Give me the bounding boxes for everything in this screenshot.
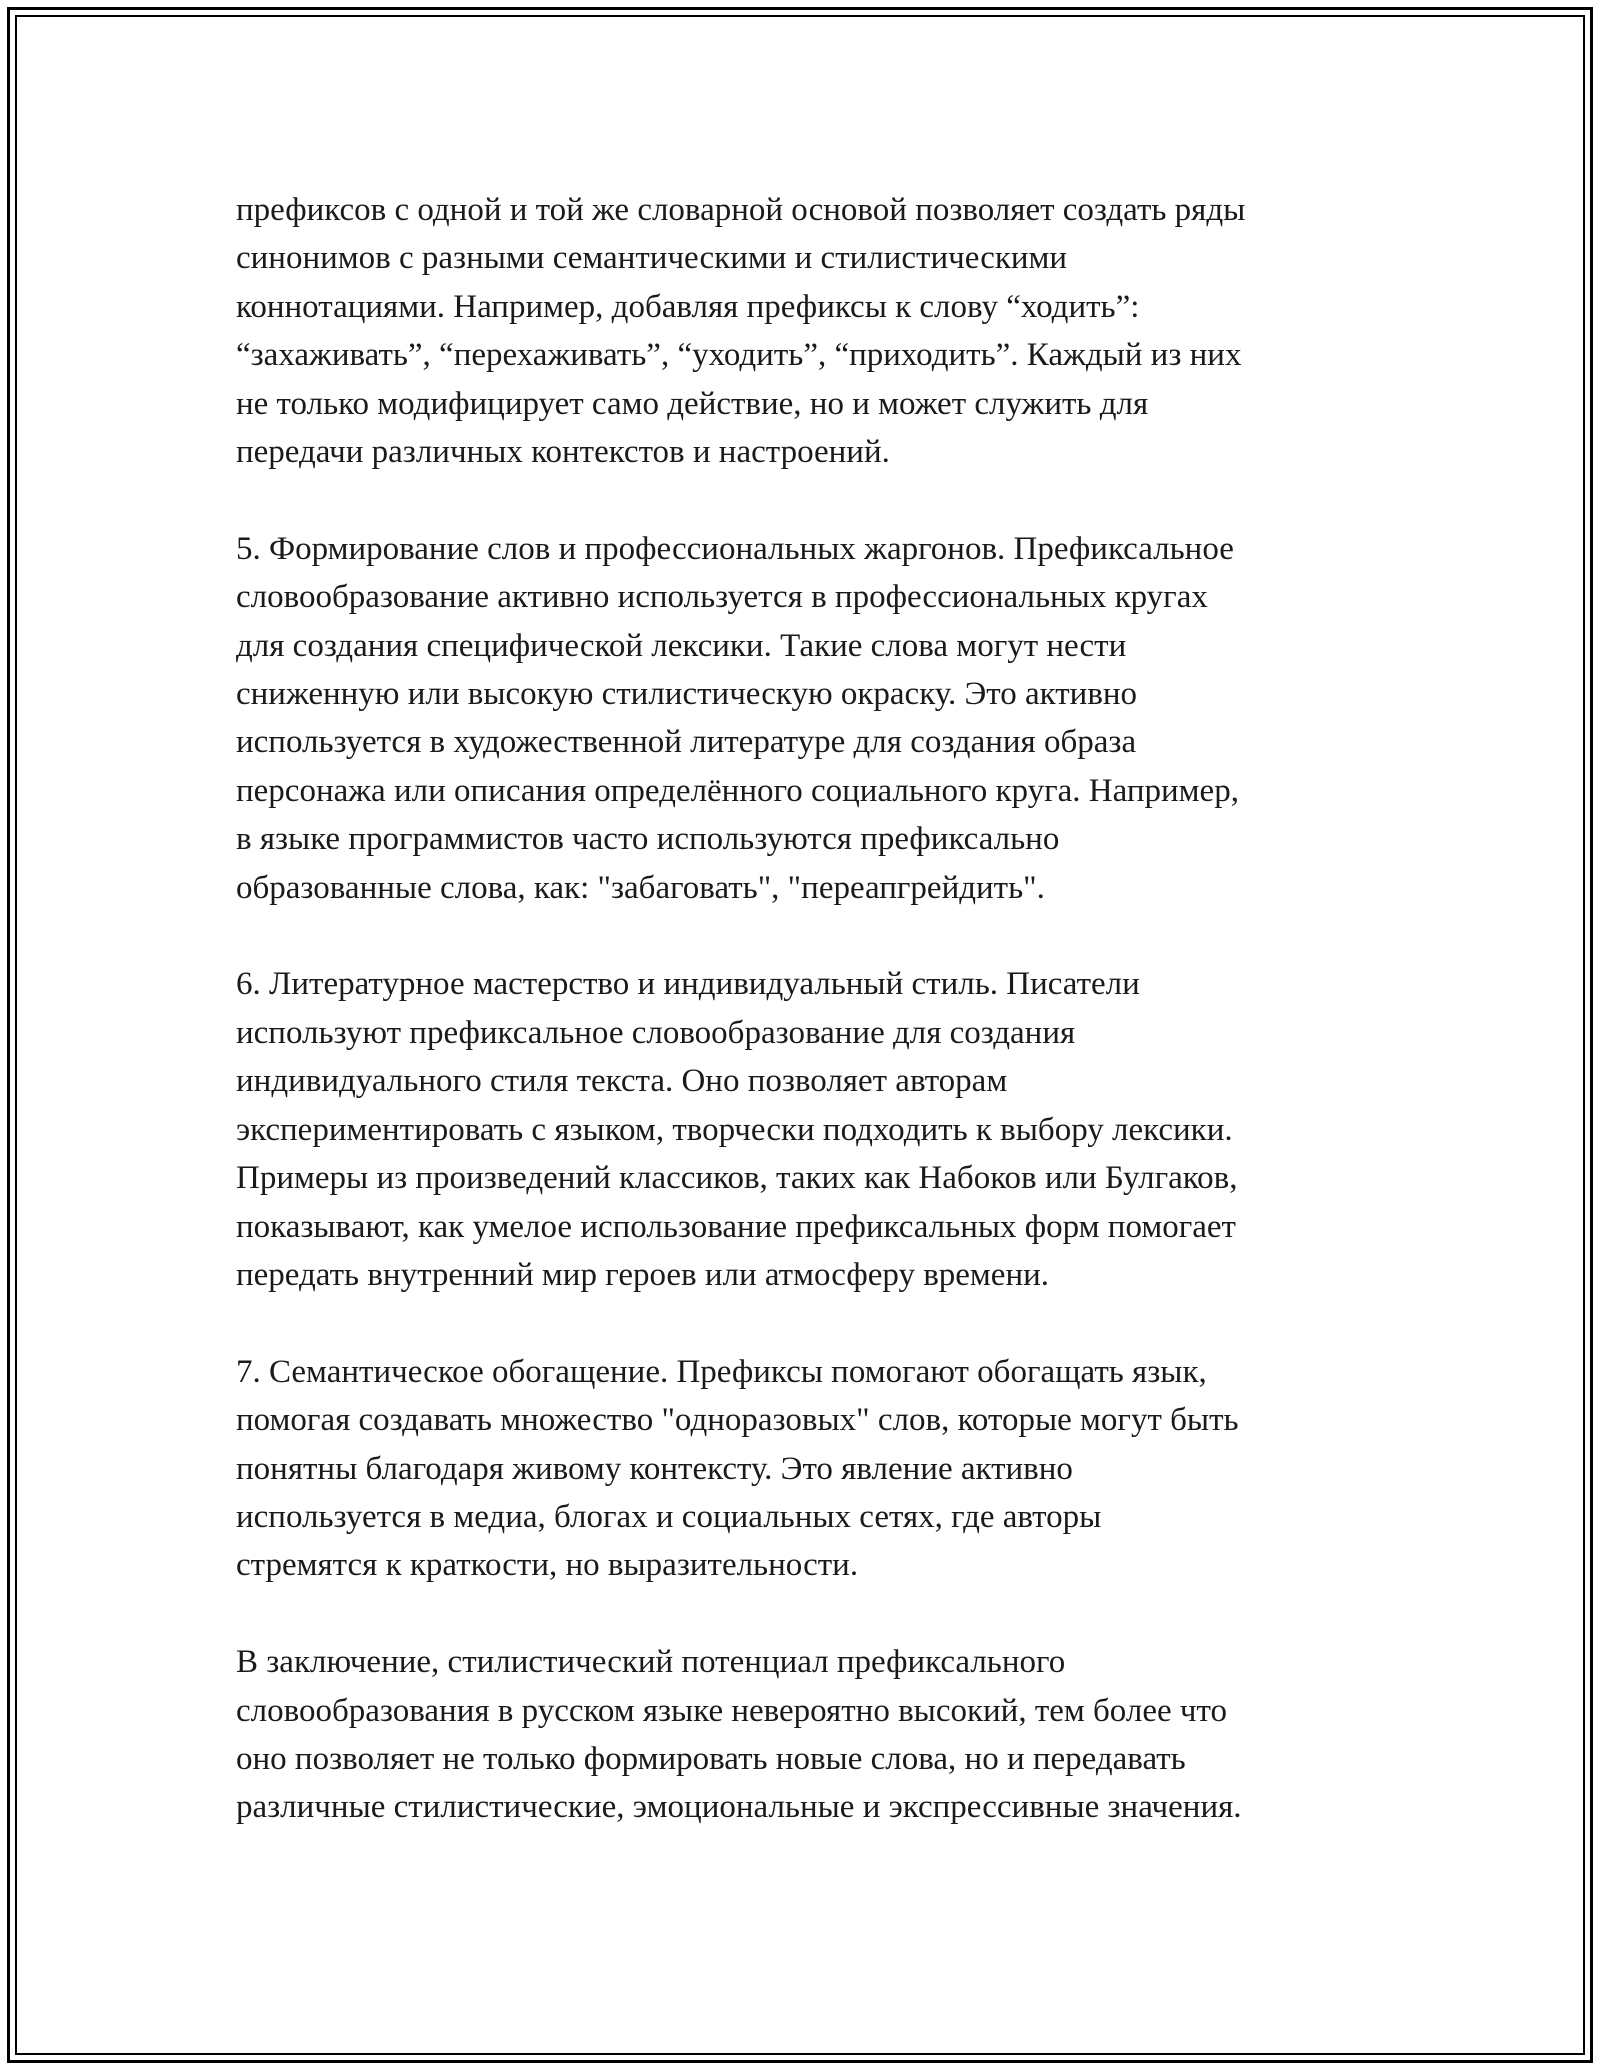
text-line: 5. Формирование слов и профессиональных жаргонов. Префиксальное (236, 530, 1234, 567)
paragraph-item-6 (236, 960, 1416, 1299)
text-line: экспериментировать с языком, творчески подходить к выбору лексики. (236, 1111, 1233, 1148)
text-line: В заключение, стилистический потенциал префиксального (236, 1644, 1066, 1681)
text-line: префиксов с одной и той же словарной основой позволяет создать ряды (236, 192, 1246, 228)
text-line: персонажа или описания определённого социального круга. Например, (236, 772, 1239, 809)
text-line: передачи различных контекстов и настроений. (236, 434, 890, 471)
text-line: словообразование активно используется в профессиональных кругах (236, 579, 1208, 616)
text-line: коннотациями. Например, добавляя префиксы к слову “ходить”: (236, 288, 1140, 325)
text-line: в языке программистов часто используются префиксально (236, 821, 1060, 858)
document-body (236, 186, 1416, 1880)
paragraph-prefix-synonyms (236, 186, 1416, 476)
paragraph-item-5 (236, 525, 1416, 912)
text-line: словообразования в русском языке невероятно высокий, тем более что (236, 1692, 1227, 1729)
text-line: помогая создавать множество "одноразовых" слов, которые могут быть (236, 1402, 1239, 1439)
text-line: понятны благодаря живому контексту. Это явление активно (236, 1450, 1073, 1487)
text-line: используют префиксальное словообразование для создания (236, 1014, 1076, 1051)
text-line: показывают, как умелое использование префиксальных форм помогает (236, 1208, 1236, 1245)
text-line: используется в художественной литературе для создания образа (236, 724, 1137, 761)
text-line: используется в медиа, блогах и социальных сетях, где авторы (236, 1498, 1102, 1535)
text-line: оно позволяет не только формировать новые слова, но и передавать (236, 1740, 1186, 1777)
text-line: индивидуального стиля текста. Оно позволяет авторам (236, 1063, 1008, 1100)
text-line: 7. Семантическое обогащение. Префиксы помогают обогащать язык, (236, 1353, 1207, 1390)
text-line: различные стилистические, эмоциональные и экспрессивные значения. (236, 1789, 1242, 1826)
text-line: сниженную или высокую стилистическую окраску. Это активно (236, 676, 1138, 713)
text-line: передать внутренний мир героев или атмосферу времени. (236, 1256, 1050, 1293)
text-line: для создания специфической лексики. Такие слова могут нести (236, 627, 1127, 664)
text-line: не только модифицирует само действие, но и может служить для (236, 385, 1149, 422)
text-line: образованные слова, как: "забаговать", "переапгрейдить". (236, 869, 1045, 906)
text-line: Примеры из произведений классиков, таких как Набоков или Булгаков, (236, 1160, 1238, 1197)
text-line: “захаживать”, “перехаживать”, “уходить”, “приходить”. Каждый из них (236, 337, 1242, 374)
paragraph-item-7 (236, 1348, 1416, 1590)
text-line: синонимов с разными семантическими и стилистическими (236, 240, 1068, 277)
text-line: стремятся к краткости, но выразительности. (236, 1547, 859, 1584)
paragraph-conclusion (236, 1638, 1416, 1832)
text-line: 6. Литературное мастерство и индивидуальный стиль. Писатели (236, 966, 1140, 1003)
